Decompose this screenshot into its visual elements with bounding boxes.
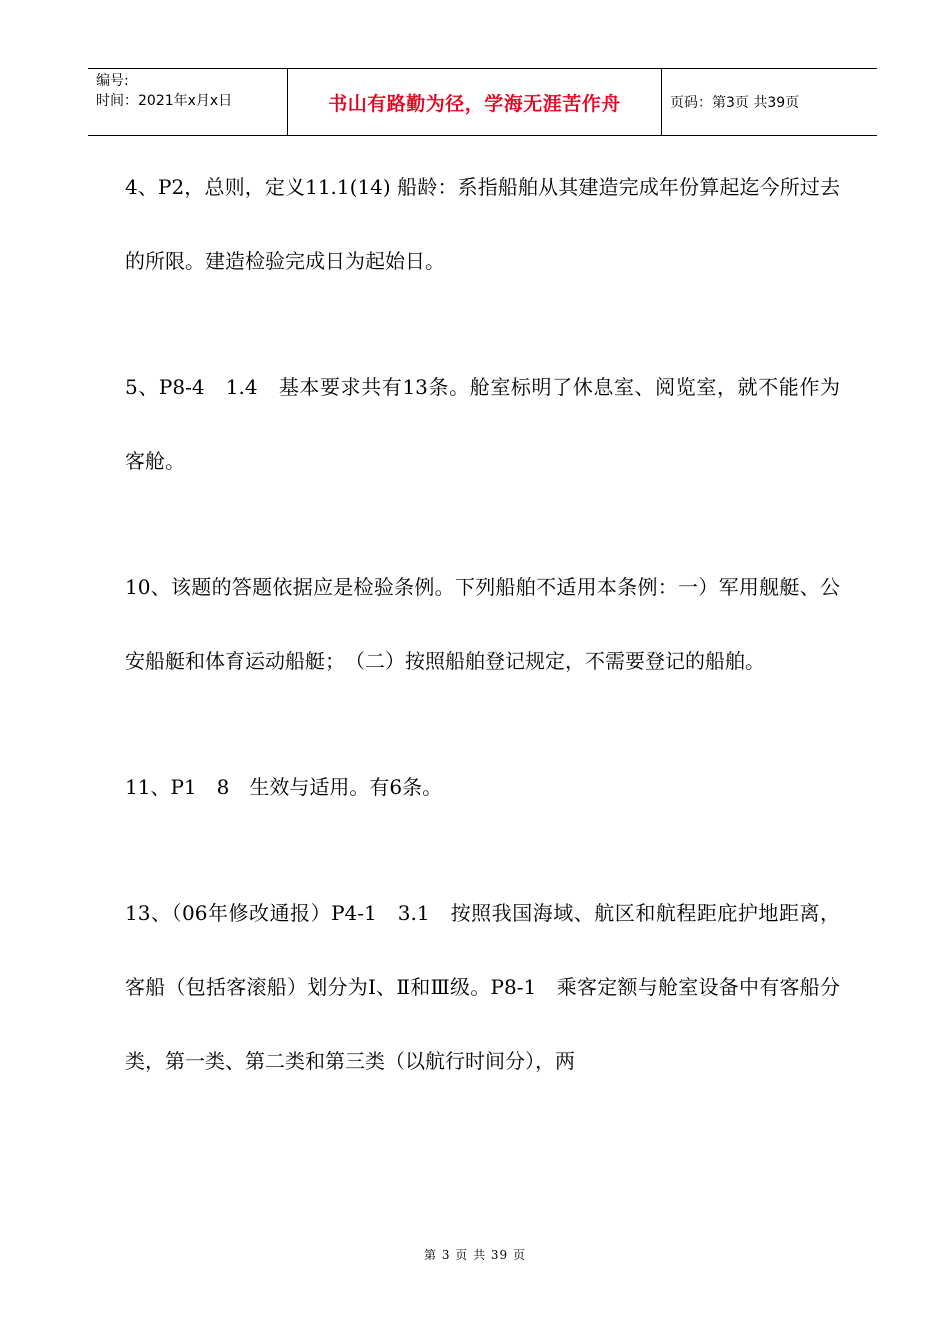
time-label: 时间：2021年x月x日	[96, 93, 233, 109]
paragraph-item-10: 10、该题的答题依据应是检验条例。下列船舶不适用本条例：一）军用舰艇、公安船艇和体育运动船艇； （二）按照船舶登记规定，不需要登记的船舶。	[125, 575, 840, 673]
header-meta-cell	[88, 69, 288, 135]
number-label: 编号:	[96, 73, 129, 89]
document-header	[88, 68, 877, 136]
paragraph-item-11: 11、P1 8 生效与适用。有6条。	[125, 775, 443, 799]
paragraph-item-13: 13、（06年修改通报）P4-1 3.1 按照我国海域、航区和航程距庇护地距离，客船（包括客滚船）划分为Ⅰ、Ⅱ和Ⅲ级。P8-1 乘客定额与舱室设备中有客船分类，第一类、第二类和第三类（以航行时间分），两	[125, 901, 840, 1073]
document-body	[125, 150, 840, 1098]
header-motto: 书山有路勤为径，学海无涯苦作舟	[288, 69, 662, 135]
paragraph-item-5: 5、P8-4 1.4 基本要求共有13条。舱室标明了休息室、阅览室，就不能作为客舱。	[125, 375, 840, 473]
page-footer: 第 3 页 共 39 页	[424, 1248, 526, 1262]
header-page-info: 页码：第3页 共39页	[670, 95, 800, 111]
paragraph-item-4: 4、P2，总则，定义11.1(14) 船龄：系指船舶从其建造完成年份算起迄今所过去的所限。建造检验完成日为起始日。	[125, 175, 840, 273]
